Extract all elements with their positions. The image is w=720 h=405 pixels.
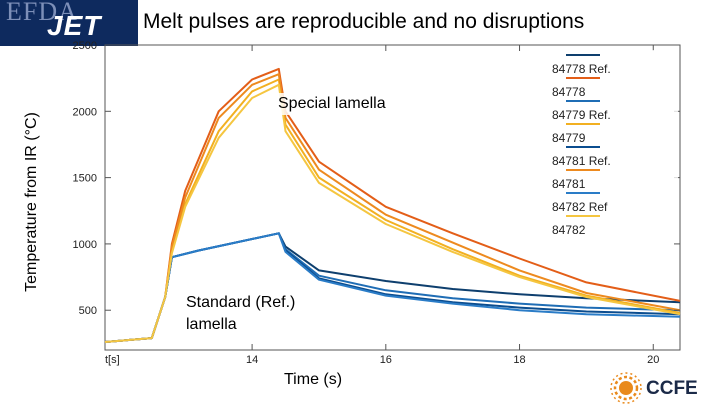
legend-label: 84782 Ref — [552, 200, 608, 214]
x-tick-label: 20 — [647, 354, 660, 366]
x-axis-label: Time (s) — [284, 371, 343, 388]
legend-label: 84781 — [552, 177, 586, 191]
y-tick-label: 2500 — [72, 40, 97, 52]
x-tick-label: 14 — [245, 354, 259, 366]
legend-label: 84778 — [552, 85, 586, 99]
page-title: Melt pulses are reproducible and no disruptions — [143, 10, 585, 33]
logo-efda-text: EFDA — [6, 0, 78, 26]
y-tick-label: 1000 — [72, 238, 97, 251]
y-tick-label: 500 — [78, 305, 97, 318]
x-tick-label: 16 — [379, 354, 392, 366]
annotation-special-lamella: Special lamella — [276, 93, 388, 115]
legend-label: 84781 Ref. — [552, 154, 611, 168]
legend-label: 84779 Ref. — [552, 108, 611, 122]
y-tick-label: 1500 — [72, 172, 97, 185]
ccfe-logo — [610, 370, 720, 405]
legend-label: 84782 — [552, 223, 586, 237]
legend-label: 84779 — [552, 131, 586, 145]
logo-jet-text: JET — [47, 10, 102, 41]
legend-label: 84778 Ref. — [552, 62, 611, 76]
ccfe-sun-icon — [611, 373, 641, 403]
x-tick-label: 18 — [513, 354, 526, 366]
y-axis-label: Temperature from IR (°C) — [23, 112, 40, 292]
x-axis-unit-label: t[s] — [105, 354, 120, 366]
y-tick-label: 2000 — [72, 106, 97, 119]
ccfe-logo-text: CCFE — [646, 378, 698, 399]
annotation-standard-lamella: Standard (Ref.) lamella — [184, 292, 338, 336]
